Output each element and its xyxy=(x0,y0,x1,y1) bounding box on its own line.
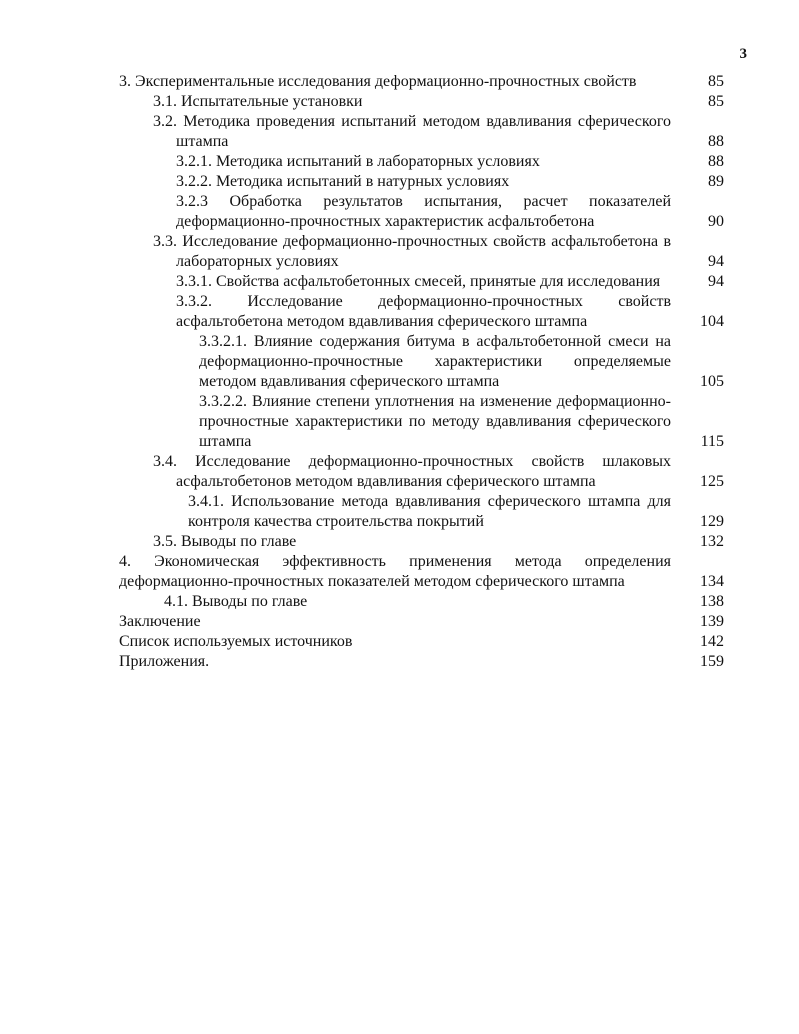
toc-entry-page: 132 xyxy=(700,533,724,550)
toc-entry-page: 125 xyxy=(700,473,724,490)
toc-entry-page: 94 xyxy=(708,253,724,270)
toc-entry-page: 85 xyxy=(708,73,724,90)
toc-entry-text: 3.1. Испытательные установки xyxy=(153,93,363,110)
toc-entry-text: 3. Экспериментальные исследования деформационно-прочностных свойств xyxy=(119,73,637,90)
toc-entry-page: 139 xyxy=(700,613,724,630)
toc-entry-3-3-2 xyxy=(119,292,724,332)
toc-entry-text: 3.3. Исследование деформационно-прочностных свойств асфальтобетона в лабораторных условиях xyxy=(153,233,671,270)
toc-entry-3-3-1 xyxy=(119,272,724,292)
toc-entry-3-5 xyxy=(119,532,724,552)
toc-entry-3-3-2-2 xyxy=(119,392,724,452)
toc-entry-text: 3.2.2. Методика испытаний в натурных условиях xyxy=(176,173,510,190)
toc-entry-page: 88 xyxy=(708,133,724,150)
toc-entry-text: 3.3.2.1. Влияние содержания битума в асфальтобетонной смеси на деформационно-прочностные характеристики определяемые методом вдавливания сферического штампа xyxy=(199,333,671,390)
toc-entry-page: 105 xyxy=(700,373,724,390)
toc-entry-text: 3.3.2.2. Влияние степени уплотнения на изменение деформационно-прочностные характеристики по методу вдавливания сферического штампа xyxy=(199,393,671,450)
toc-entry-3-2-1 xyxy=(119,152,724,172)
toc-entry-text: 3.2. Методика проведения испытаний методом вдавливания сферического штампа xyxy=(153,113,671,150)
toc-entry-3-3-2-1 xyxy=(119,332,724,392)
table-of-contents xyxy=(119,72,724,672)
toc-entry-3-2-2 xyxy=(119,172,724,192)
toc-entry-chapter-3 xyxy=(119,72,724,92)
toc-entry-text: Список используемых источников xyxy=(119,633,353,650)
toc-entry-page: 89 xyxy=(708,173,724,190)
toc-entry-page: 138 xyxy=(700,593,724,610)
toc-entry-page: 134 xyxy=(700,573,724,590)
toc-entry-page: 129 xyxy=(700,513,724,530)
toc-entry-conclusion xyxy=(119,612,724,632)
toc-entry-page: 115 xyxy=(700,433,724,450)
toc-entry-4-1 xyxy=(119,592,724,612)
toc-entry-page: 88 xyxy=(708,153,724,170)
toc-entry-3-4 xyxy=(119,452,724,492)
toc-entry-text: 4. Экономическая эффективность применения метода определения деформационно-прочностных показателей методом сферического штампа xyxy=(119,553,671,590)
toc-entry-text: 3.5. Выводы по главе xyxy=(153,533,297,550)
toc-entry-page: 104 xyxy=(700,313,724,330)
toc-entry-3-2-3 xyxy=(119,192,724,232)
toc-entry-3-4-1 xyxy=(119,492,724,532)
toc-entry-3-2 xyxy=(119,112,724,152)
toc-entry-text: 4.1. Выводы по главе xyxy=(164,593,308,610)
toc-entry-page: 90 xyxy=(708,213,724,230)
toc-entry-text: 3.4. Исследование деформационно-прочностных свойств шлаковых асфальтобетонов методом вдавливания сферического штампа xyxy=(153,453,671,490)
toc-entry-page: 159 xyxy=(700,653,724,670)
toc-entry-text: 3.2.1. Методика испытаний в лабораторных условиях xyxy=(176,153,540,170)
toc-entry-text: 3.4.1. Использование метода вдавливания сферического штампа для контроля качества строительства покрытий xyxy=(188,493,671,530)
page-number: 3 xyxy=(739,46,747,62)
toc-entry-page: 85 xyxy=(708,93,724,110)
toc-entry-text: Приложения. xyxy=(119,653,210,670)
toc-entry-text: Заключение xyxy=(119,613,201,630)
toc-entry-text: 3.2.3 Обработка результатов испытания, расчет показателей деформационно-прочностных характеристик асфальтобетона xyxy=(176,193,671,230)
toc-entry-page: 94 xyxy=(708,273,724,290)
toc-entry-page: 142 xyxy=(700,633,724,650)
toc-entry-3-3 xyxy=(119,232,724,272)
toc-entry-appendices xyxy=(119,652,724,672)
toc-entry-text: 3.3.1. Свойства асфальтобетонных смесей, принятые для исследования xyxy=(176,273,661,290)
toc-entry-chapter-4 xyxy=(119,552,724,592)
toc-entry-3-1 xyxy=(119,92,724,112)
toc-entry-text: 3.3.2. Исследование деформационно-прочностных свойств асфальтобетона методом вдавливания сферического штампа xyxy=(176,293,671,330)
toc-entry-references xyxy=(119,632,724,652)
